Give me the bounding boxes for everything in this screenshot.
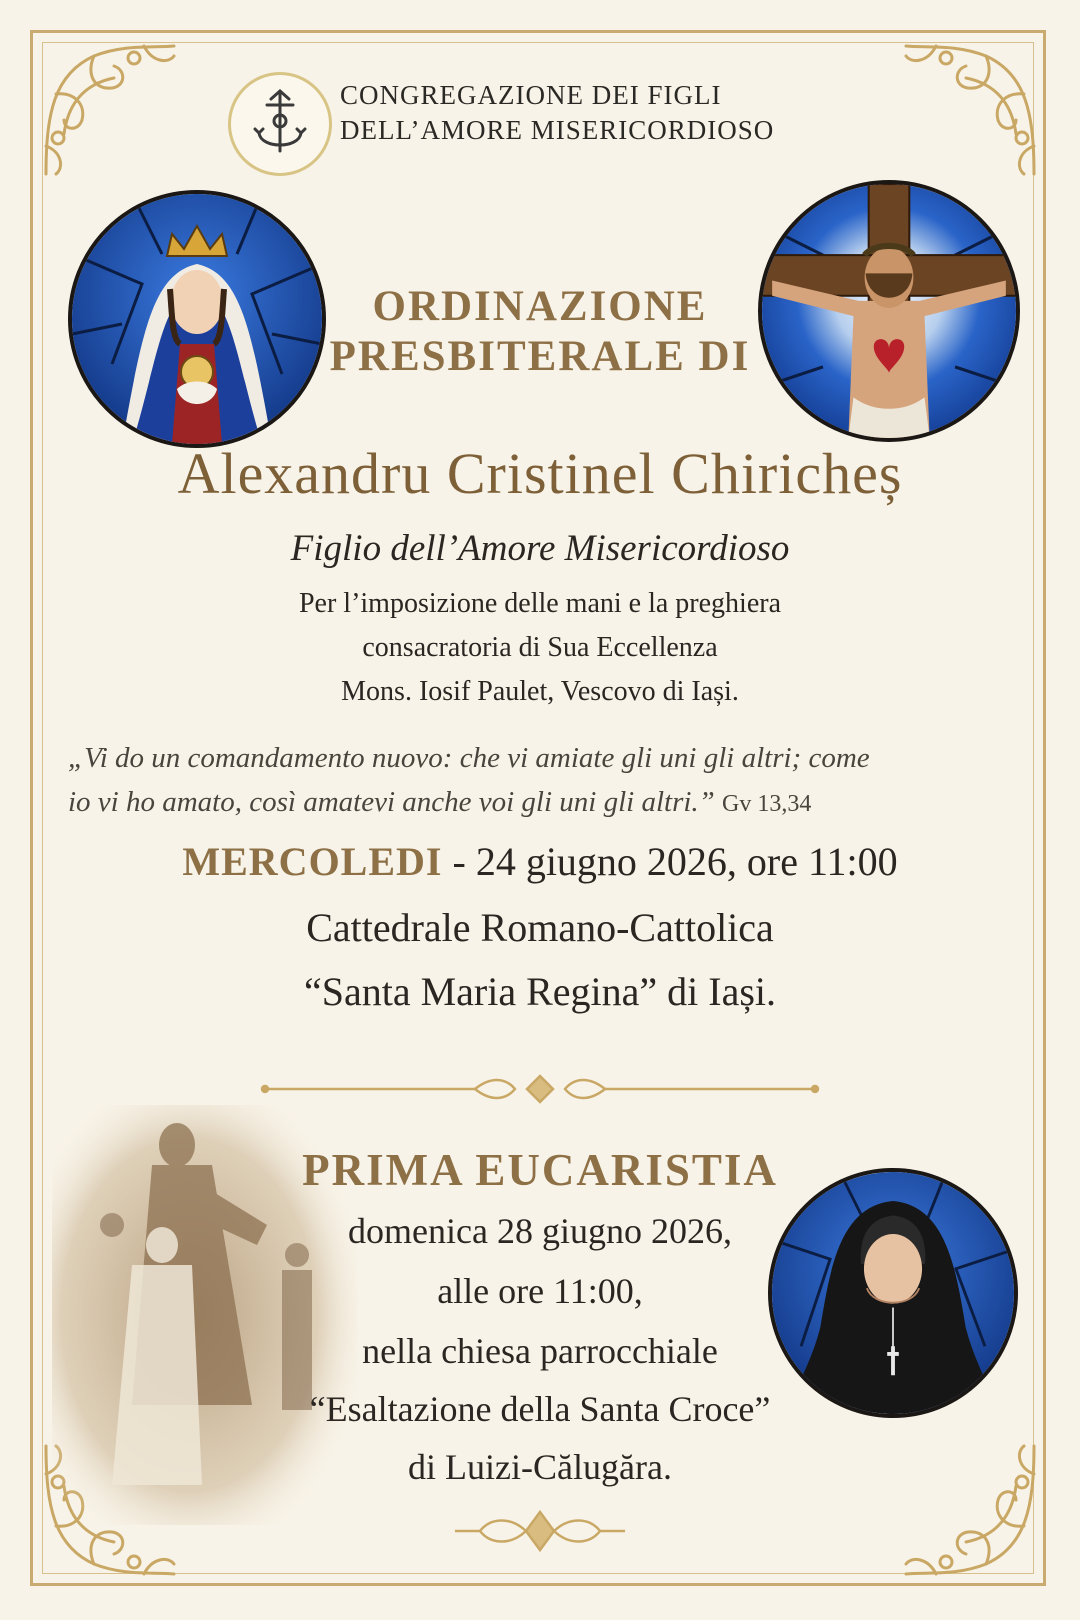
corner-flourish-icon <box>896 1436 1046 1586</box>
ordination-title-line-1: ORDINAZIONE <box>372 283 708 330</box>
ordination-date-time: - 24 giugno 2026, ore 11:00 <box>442 839 898 884</box>
congregation-logo <box>228 72 332 176</box>
congregation-line-1: CONGREGAZIONE DEI FIGLI <box>340 80 722 110</box>
scripture-quote-line-2 <box>68 780 1018 826</box>
corner-flourish-icon <box>34 34 184 184</box>
scripture-reference: Gv 13,34 <box>722 791 812 817</box>
ordination-place-line-2: “Santa Maria Regina” di Iași. <box>303 969 777 1014</box>
scripture-quote-line-1: „Vi do un comandamento nuovo: che vi amiate gli uni gli altri; come <box>68 742 870 774</box>
eucharist-line-2: alle ore 11:00, <box>437 1271 643 1311</box>
ordination-text-line-1: Per l’imposizione delle mani e la preghiera <box>298 588 782 619</box>
ordination-text-line-2: consacratoria di Sua Eccellenza <box>362 632 718 663</box>
bottom-ornament-icon <box>450 1506 630 1556</box>
ordination-title <box>300 282 780 382</box>
scripture-quote-text: io vi ho amato, così amatevi anche voi gli uni gli altri.” <box>68 786 715 818</box>
eucharist-line-4: “Esaltazione della Santa Croce” <box>309 1389 771 1429</box>
ordination-title-line-2: PRESBITERALE DI <box>329 333 751 380</box>
crucifix-medallion <box>758 180 1020 442</box>
ordination-date <box>40 838 1040 885</box>
eucharist-line-3: nella chiesa parrocchiale <box>362 1331 718 1371</box>
nun-medallion <box>768 1168 1018 1418</box>
ornamental-divider-icon <box>255 1074 825 1104</box>
eucharist-line-1: domenica 28 giugno 2026, <box>348 1211 732 1251</box>
congregation-name <box>340 78 774 148</box>
corner-flourish-icon <box>896 34 1046 184</box>
anchor-cross-emblem-icon <box>245 85 315 163</box>
virgin-mary-medallion <box>68 190 326 448</box>
congregation-line-2: DELL’AMORE MISERICORDIOSO <box>340 115 775 145</box>
ordination-text-line-3: Mons. Iosif Paulet, Vescovo di Iași. <box>341 676 739 707</box>
ordination-day: MERCOLEDI <box>182 839 443 884</box>
ordination-place-line-1: Cattedrale Romano-Cattolica <box>306 905 774 950</box>
eucharist-title: PRIMA EUCARISTIA <box>302 1145 778 1195</box>
ordinand-subtitle: Figlio dell’Amore Misericordioso <box>290 528 790 569</box>
ordinand-name: Alexandru Cristinel Chiricheș <box>177 441 903 506</box>
eucharist-line-5: di Luizi-Călugăra. <box>408 1447 672 1487</box>
